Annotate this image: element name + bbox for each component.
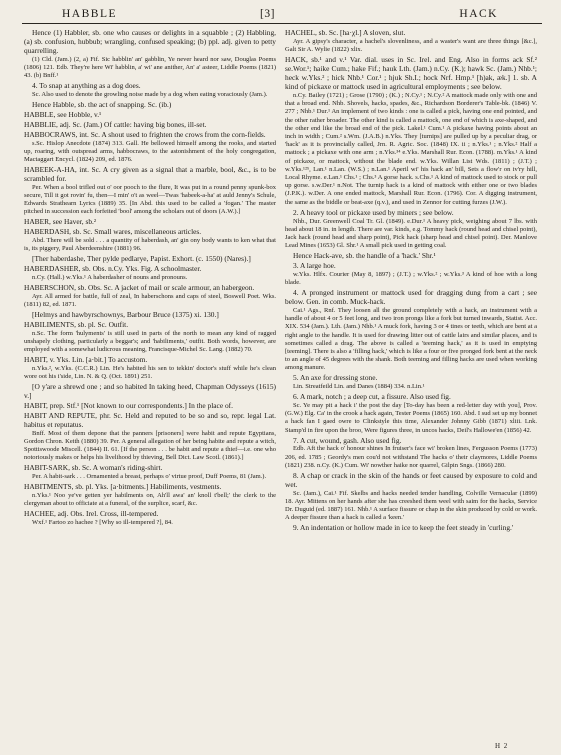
citation-paragraph: Per. When a bool trifled out o' oor pooch to the flure, It was put in a round penny spunk-box secure, Till it got rovin' fu, then—I min' o't as weel—Twas 'habeek-a-ha' at auld Jenny's Schule, Edwards Strathearn Lyrics (1889) 35. [In Abd. this used to be called a 'fogan.' The master pitched in succession each forfeited 'bool' among the scholars out of doors (A.W.).] <box>24 183 276 216</box>
citation-paragraph: Sc. Ye may pit a hack i' the post the day [To-day has been a red-letter day with you], Prov. (G.W.) Elg. Ca' in the crook a hack again, Tester Poems (1865) 160. Abd. I sud set up my bonnet a hack fan I gaed owre to Clinkstyle this time, Alexander Johnny Gibb (1871) xliii. Lnk. Stamp'd in fire upon the broo, Were figures three, in uncos hacks, Deil's Hallowe'en (1856) 42. <box>285 402 537 434</box>
citation-paragraph: Nhb., Dur. Greenwell Coal Tr. Gl. (1849). e.Dur.¹ A heavy pick, weighing about 7 lbs. with head about 18 in. in length. There are var. kinds, e.g. Tommy hack (round head and chisel point), Jack hack (round head and sharp point), Pick hack (sharp head and chisel point). Der. Manlove Lead Mines (1653) Gl. Shr.¹ A small pick used in getting coal. <box>285 217 537 250</box>
sense-paragraph: [Ther haberdashe, Ther pylde pedlarye, Papist. Exhort. (c. 1550) (Nares).] <box>32 254 251 264</box>
right-column <box>285 28 537 533</box>
citation-paragraph: n.Sc. The form 'hulyments' is still used in parts of the north to mean any kind of ragged unshapely clothing, particularly a beggar's; and 'habiliments,' outfit. Both words, however, are employed with a somewhat ludicrous meaning, Francisque-Michel Sc. Lang. (1882) 70. <box>24 329 276 354</box>
citation-paragraph: Bnff. Most of them depone that the panners [prisoners] were habit and repute Egyptians, Gordon Chron. Keith (1880) 39. Per. A general allegation of her being habite and repute a witch, Spottiswoode Miscell. (1844) II. 61. [If the person . . . be habit and repute a thief—i.e. one who notoriously makes or helps his livelihood by thieving, Bell Dict. Law Scotl. (1861).] <box>24 429 276 462</box>
citation-paragraph: n.Cy. (Hall.) w.Yks.¹ A haberdasher of nouns and pronouns. <box>32 274 188 282</box>
sense-paragraph: 2. A heavy tool or pickaxe used by miners ; see below. <box>293 207 454 217</box>
citation-paragraph: n.Yks.², w.Yks. (C.C.R.) Lin. He's habited his sen to tekkin' doctor's stuff while he's clean wore oot his i'side, Lin. N. & Q. (Oct. 1891) 251. <box>24 365 276 381</box>
headword-entry: HABBLE, see Hobble, v.¹ <box>24 110 102 120</box>
sense-paragraph: 9. An indentation or hollow made in ice to keep the feet steady in 'curling.' <box>293 523 514 533</box>
left-column <box>24 28 276 528</box>
citation-paragraph: Sc. Also used to denote the growling noise made by a dog when eating voraciously (Jam.). <box>32 91 268 99</box>
citation-paragraph: s.Sc. Hislop Anecdote (1874) 313. Gall. He bellowed himself among the rooks, and started up, roaring, with outspread arms, habbocraws, to the astonishment of the holy congregation, Mactaggart Encycl. (1824) 209, ed. 1876. <box>24 139 276 163</box>
headword-entry: HABIT AND REPUTE, phr. Sc. Held and reputed to be so and so, repr. legal Lat. habitus et reputatus. <box>24 410 276 430</box>
headword-entry: HABBOCRAWS, int. Sc. A shout used to frighten the crows from the corn-fields. <box>24 129 266 139</box>
citation-paragraph: Cai.¹ Ags., Rnf. They loosen all the ground completely with a hack, an instrument with a handle of about 4 or 5 feet long, and two iron prongs like a fork but turned inwards, Statist. Acc. XIX. 534 (Jam.). Lth. (Jam.) Nhb.¹ A muck fork, having 3 or 4 tines or teeth, which are bent at a right angle to the handle. It is used for drawing litter out of cattle lairs and similar places, and is sometimes called a drag. The above is called a 'teeming hack,' as it is used in emptying [teeming]. There is also a 'filling hack,' which is like a four or five pronged fork bent at the neck to an angle of 45 degrees with the shank. Both teeming and filling hacks are used when working among manure. <box>285 306 537 372</box>
sense-paragraph: [O y'are a shrewd one ; and so habited In taking heed, Chapman Odysseys (1615) v.] <box>24 382 276 401</box>
citation-paragraph: w.Yks. Hlfx. Courier (May 8, 1897) ; (J.T.) ; w.Yks.² ; w.Yks.³ A kind of hoe with a long blade. <box>285 270 537 287</box>
headword-entry: HABEEK-A-HA, int. Sc. A cry given as a signal that a marble, bool, &c., is to be scrambled for. <box>24 164 276 184</box>
headword-entry: HABERDASH, sb. Sc. Small wares, miscellaneous articles. <box>24 227 202 237</box>
citation-paragraph: n.Yks.¹ Noo ye've getten yer habilments on, Ah'll awa' an' knoll t'bell;' the clerk to the clergyman about to officiate at a funeral, of the surplice, scarf, &c. <box>24 492 276 508</box>
headword-entry: HACK, sb.¹ and v.¹ Var. dial. uses in Sc. Irel. and Eng. Also in forms ack Sf.² se.Wor.¹; haike Cum.; hake Fif.; hauk Lth. (Jam.) n.Cy. (K.); hawk Sc. (Jam.) Nhb.¹; heck w.Yks.² ; hick Nhb.¹ Cor.¹ ; hjuk Sh.I.; hock Nrf. Hmp.¹ [h)ak, æk.] 1. sb. A kind of pickaxe or mattock used in agricultural employments ; see below. <box>285 55 537 92</box>
headword-entry: HACHEL, sb. Sc. [ha·χl.] A sloven, slut. <box>285 28 406 37</box>
citation-paragraph: (1) Cld. (Jam.) (2, a) Fif. Sic habblin' an' gabblin, Ye never heard nor saw, Douglas Poems (1806) 121. Edb. They're here Wi' habblin, a' wi' ane anither, An' a' asteer, Liddle Poems (1821) 43. (b) Bnff.¹ <box>24 55 276 80</box>
citation-paragraph: Ayr. All armed for battle, full of zeal, In haberschons and caps of steel, Boswell Poet. Wks. (1811) 82, ed. 1871. <box>24 292 276 309</box>
headword-entry: HABIT, prep. Stf.¹ [Not known to our correspondents.] In the place of. <box>24 401 233 411</box>
sense-paragraph: 7. A cut, wound, gash. Also used fig. <box>293 435 402 445</box>
citation-paragraph: n.Cy. Bailey (1721) ; Grose (1790) ; (K.) ; N.Cy.¹ ; N.Cy.² A mattock made only with one and that a broad end. Nhb. Shovels, hacks, spades, &c., Richardson Borderer's Table-bk. (1846) V. 277 ; Nhb.¹ Dur.¹ An implement of two kinds : one is called a pick, having one end pointed, and the other rather broader. The other kind is called a mattock, one end of which is axe-shaped, and the other end like the broad end of the pick. Lakel.¹ Cum.¹ A pickaxe having points about an inch in width ; Cum.² s.Wm. (J.A.B.) n.Yks. They [turnips] are pulled up by a peculiar drag, or 'hack' as it is provincially called, Jrn. R. Agric. Soc. (1848) IX. ii ; n.Yks.¹ ; n.Yks.² Half a mattock ; a pickaxe with one arm ; n.Yks.³⁴ e.Yks. Marshall Rur. Econ. (1788). m.Yks.¹ A kind of pickaxe, or mattock, without the blade end. w.Yks. Willan List Wds. (1811) ; (J.T.) ; w.Yks.¹²⁵, Lan.¹ n.Lan. (W.S.) ; n.Lan.¹ Aperil wi' his hack an' bill, Sets a flow'r on iv'ry hill, Local Rhyme. e.Lan.¹ Chs.¹ ; Chs.³ A gorse hack. s.Chs.¹ A kind of mattock used to stock or pull up gorse. s.w.Der.¹ n.Not. The turnip hack is a kind of mattock with either one or two blades (J.P.K.). w.Der. A one ended mattock, Marshall Rur. Econ. (1796). Cor. A digging instrument, the same as the biddle or beat-axe (q.v.), and used in Zennor for cutting furzes (J.W.). <box>285 92 537 206</box>
sense-paragraph: 8. A chap or crack in the skin of the hands or feet caused by exposure to cold and wet. <box>285 470 537 489</box>
headword-entry: HABILIMENTS, sb. pl. Sc. Outfit. <box>24 319 129 329</box>
sense-paragraph: 5. An axe for dressing stone. <box>293 373 378 383</box>
headword-entry: HABERSCHON, sb. Obs. Sc. A jacket of mail or scale armour, an habergeon. <box>24 283 255 293</box>
headword-entry: HABIT, v. Yks. Lin. [a·bit.] To accustom. <box>24 355 148 365</box>
citation-paragraph: Abd. There will be sold . . . a quantity of haberdash, an' gin ony body wants to ken what that is, its piggery, Paul Aberdeenshire (1881) 96. <box>24 237 276 253</box>
headword-entry: HABERDASHER, sb. Obs. n.Cy. Yks. Fig. A schoolmaster. <box>24 264 202 274</box>
sense-paragraph: Hence (1) Habbler, sb. one who causes or delights in a squabble ; (2) Habbling, (a) sb. confusion, hubbub; wrangling, confused speaking; (b) ppl. adj. given to petty quarrelling. <box>24 28 276 56</box>
sense-paragraph: 6. A mark, notch ; a deep cut, a fissure. Also used fig. <box>293 392 451 402</box>
headword-entry: HABITMENTS, sb. pl. Yks. [a·bitments.] Habiliments, vestments. <box>24 482 222 492</box>
citation-paragraph: Wxf.¹ Fartoo zo hachee ? [Why so ill-tempered ?], 84. <box>32 519 173 527</box>
sense-paragraph: 3. A large hoe. <box>293 260 336 270</box>
signature-mark: H 2 <box>495 742 509 750</box>
citation-paragraph: Per. A habit-sark . . . Ornamented a breast, perhaps o' virtue proof, Duff Poems, 81 (Jam.). <box>32 473 267 481</box>
citation-paragraph: Sc. (Jam.), Cai.¹ Fif. Skelbs and hacks needed tender handling, Colville Vernacular (1899) 18. Ayr. Mittens on her hands after she has creeshed them weel with saim for the hacks, Service Dr. Duguid (ed. 1887) 161. Nhb.¹ A surface fissure or chap in the skin produced by cold or work. A deeper fissure than a hack is called a 'keen.' <box>285 489 537 522</box>
sense-paragraph: 4. To snap at anything as a dog does. <box>32 81 141 91</box>
sense-paragraph: Hence Habble, sb. the act of snapping. Sc. (ib.) <box>32 100 172 110</box>
header-rule <box>22 23 542 24</box>
citation-paragraph: Edb. Aft the hack o' honour shines In fruiser's face wi' broken lines, Fergusson Poems (1773) 206, ed. 1785 ; Geordy's men cou'd not withstand The hacks o' their claymores, Liddle Poems (1821) 238. n.Cy. (K.) Cum. Wi' nowther haike nor quarrel, Gilpin Sngs. (1866) 280. <box>285 445 537 469</box>
headword-entry: HABER, see Haver, sb.² <box>24 217 97 227</box>
page-number: [3] <box>260 8 275 20</box>
sense-paragraph: Hence Hack-ave, sb. the handle of a 'hack.' Shr.¹ <box>293 251 436 261</box>
header-right-word: HACK <box>459 8 498 20</box>
citation-paragraph: Lin. Streatfeild Lin. and Danes (1884) 334. n.Lin.¹ <box>293 383 425 391</box>
sense-paragraph: 4. A pronged instrument or mattock used for dragging dung from a cart ; see below. Gen. in comb. Muck-hack. <box>285 288 537 307</box>
headword-entry: HABBLIE, adj. Sc. (Jam.) Of cattle: having big bones, ill-set. <box>24 119 207 129</box>
sense-paragraph: [Helmys and hawbyrschownys, Barbour Bruce (1375) xi. 130.] <box>32 310 219 320</box>
headword-entry: HACHEE, adj. Obs. Irel. Cross, ill-tempered. <box>24 509 159 519</box>
headword-entry: HABIT-SARK, sb. Sc. A woman's riding-shirt. <box>24 463 163 473</box>
citation-paragraph: Ayr. A gipsy's character, a hachel's slovenliness, and a waster's want are three things [&c.], Galt Sir A. Wylie (1822) xlix. <box>285 37 537 54</box>
header-left-word: HABBLE <box>62 8 117 20</box>
page-header <box>22 4 540 24</box>
